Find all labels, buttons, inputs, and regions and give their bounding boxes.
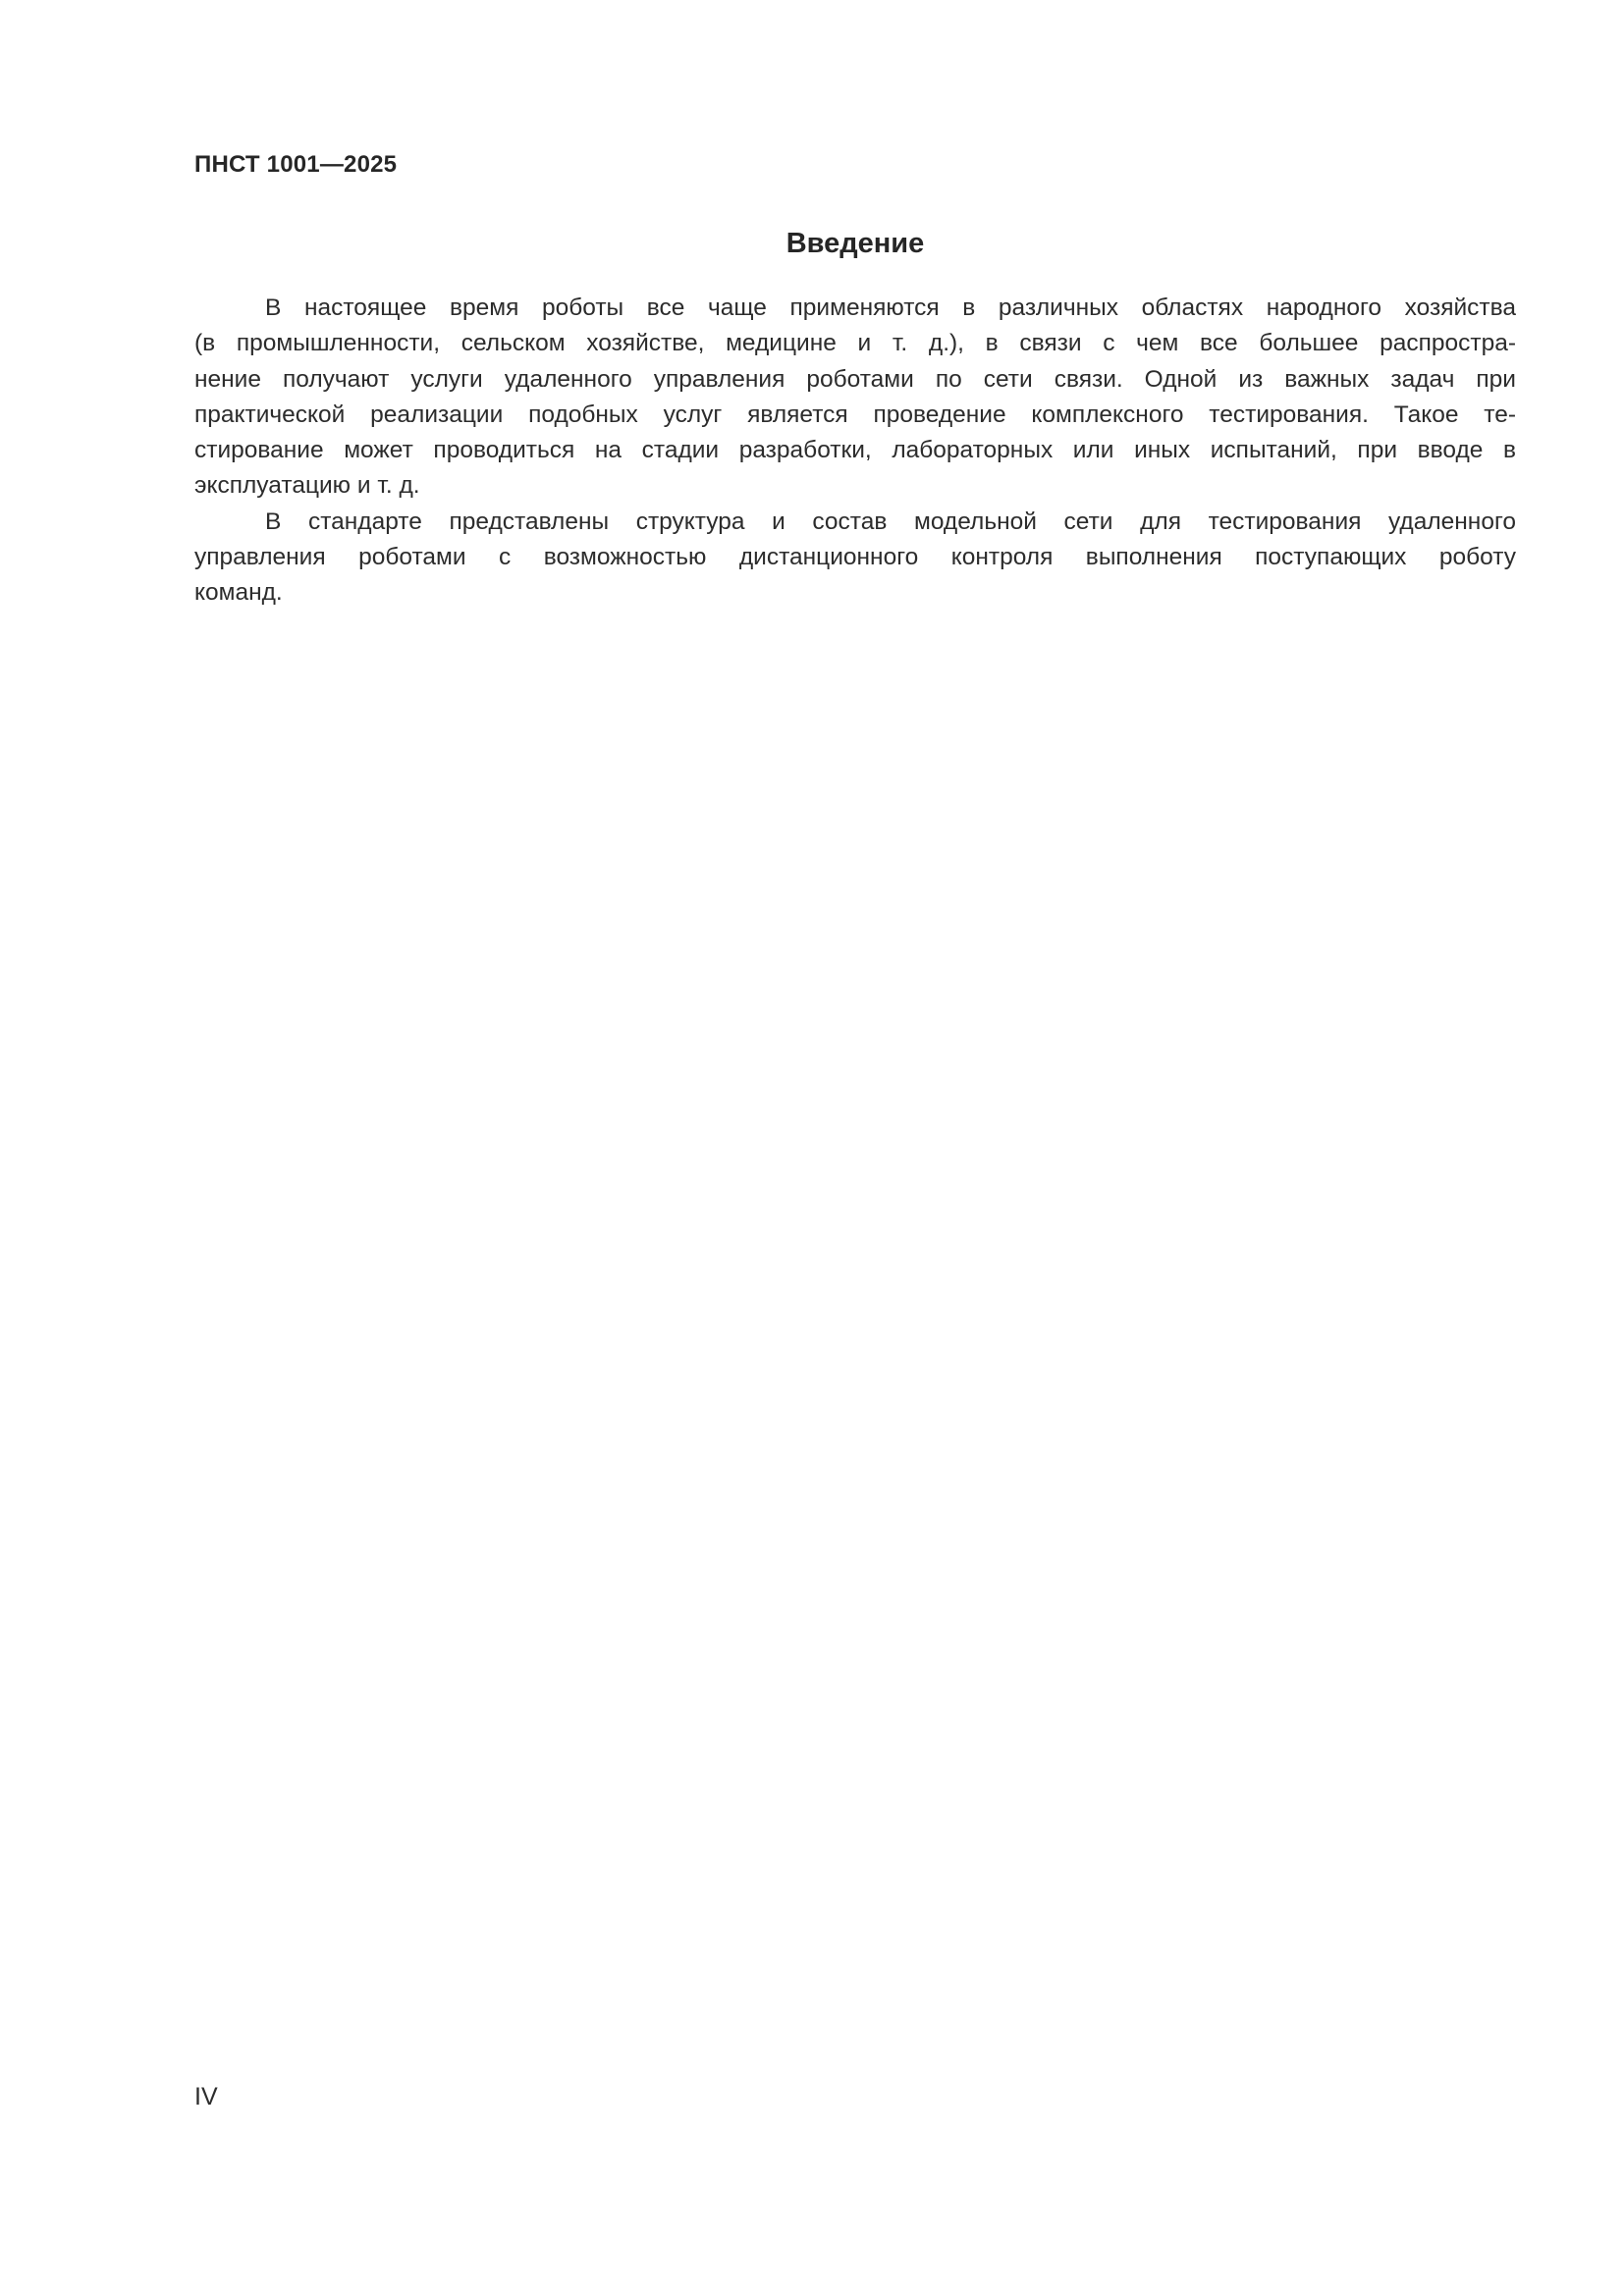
paragraph-line: нение получают услуги удаленного управления роботами по сети связи. Одной из важных задач при [194, 365, 1516, 393]
paragraph-line: управления роботами с возможностью дистанционного контроля выполнения поступающих роботу [194, 544, 1516, 571]
paragraph-line: команд. [194, 579, 283, 607]
page-number: IV [194, 2083, 218, 2110]
paragraph-line: стирование может проводиться на стадии разработки, лабораторных или иных испытаний, при вводе в [194, 437, 1516, 464]
paragraph-2 [194, 505, 1516, 612]
paragraph-line: (в промышленности, сельском хозяйстве, медицине и т. д.), в связи с чем все большее распростра- [194, 330, 1516, 357]
section-title: Введение [785, 228, 925, 259]
paragraph-line: В стандарте представлены структура и состав модельной сети для тестирования удаленного [265, 507, 1516, 535]
paragraph-line: практической реализации подобных услуг является проведение комплексного тестирования. Такое те- [194, 400, 1516, 428]
body-text [194, 291, 1516, 612]
paragraph-1 [194, 291, 1516, 505]
paragraph-line: В настоящее время роботы все чаще применяются в различных областях народного хозяйства [265, 294, 1516, 321]
document-code: ПНСТ 1001—2025 [194, 151, 398, 178]
paragraph-line: эксплуатацию и т. д. [194, 472, 420, 500]
